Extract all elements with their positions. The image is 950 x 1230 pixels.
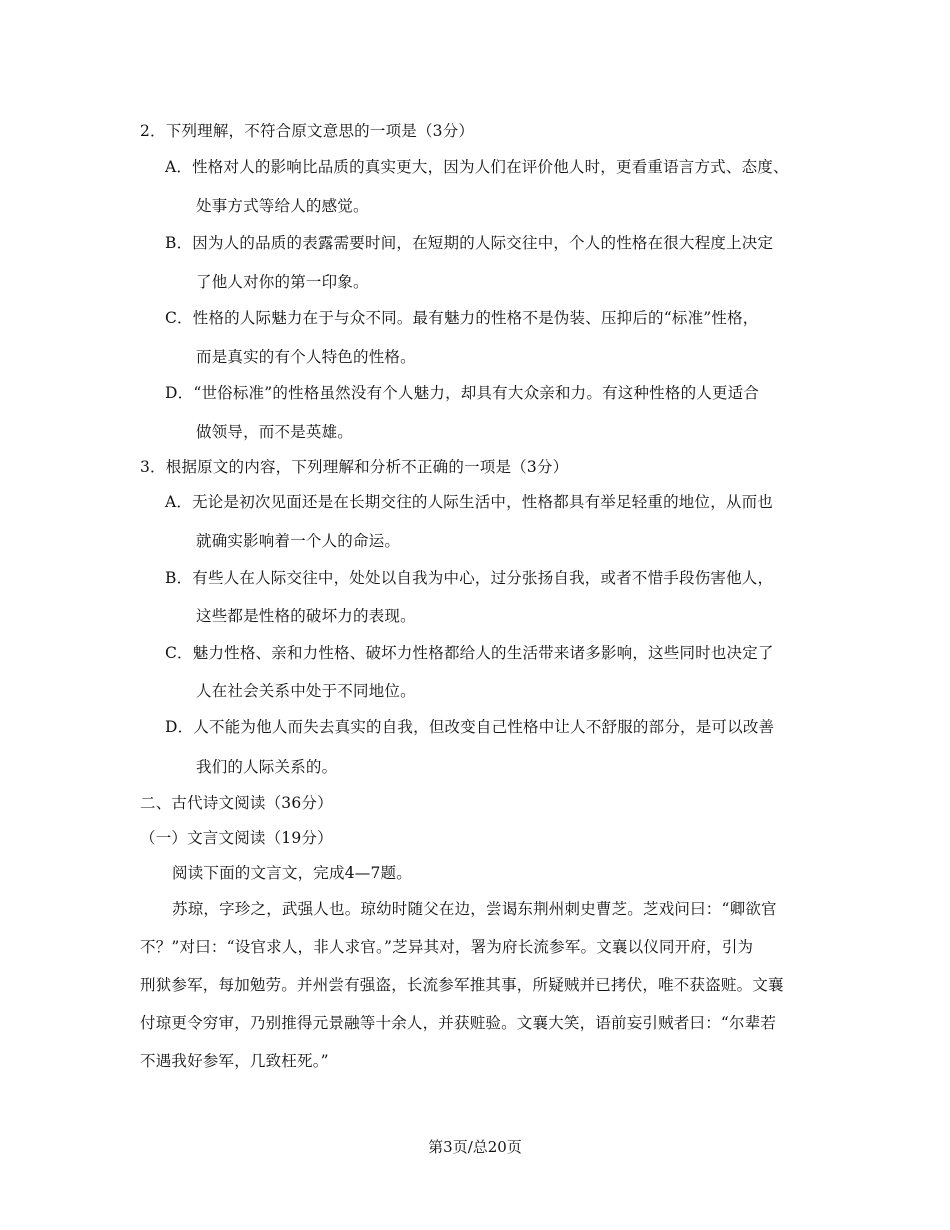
passage-line: 不？”对曰：“设官求人，非人求官。”芝异其对，署为府长流参军。文襄以仪同开府，引为	[140, 938, 754, 956]
question-2-option-b-line-2: 了他人对你的第一印象。	[196, 273, 369, 291]
question-2-option-b-line-1: B．因为人的品质的表露需要时间，在短期的人际交往中，个人的性格在很大程度上决定	[165, 234, 774, 252]
passage-line: 刑狱参军，每加勉劳。并州尝有强盗，长流参军推其事，所疑贼并已拷伏，唯不获盗赃。文襄	[140, 976, 784, 994]
passage-line: 不遇我好参军，几致枉死。”	[140, 1052, 329, 1070]
question-2-option-a-line-1: A．性格对人的影响比品质的真实更大，因为人们在评价他人时，更看重语言方式、态度、	[165, 158, 789, 176]
page-number: 第3页/总20页	[428, 1138, 522, 1156]
question-3-option-c-line-2: 人在社会关系中处于不同地位。	[196, 682, 416, 700]
question-3-option-d-line-1: D．人不能为他人而失去真实的自我，但改变自己性格中让人不舒服的部分，是可以改善	[165, 718, 775, 736]
section-2-title: 二、古代诗文阅读（36分）	[140, 794, 333, 812]
passage-line: 苏琼，字珍之，武强人也。琼幼时随父在边，尝谒东荆州刺史曹芝。芝戏问曰：“卿欲官	[172, 900, 777, 918]
question-3-option-b-line-2: 这些都是性格的破坏力的表现。	[196, 607, 416, 625]
question-2-option-d-line-2: 做领导，而不是英雄。	[196, 423, 354, 441]
question-3-option-d-line-2: 我们的人际关系的。	[196, 758, 338, 776]
question-2-option-c-line-1: C．性格的人际魅力在于与众不同。最有魅力的性格不是伪装、压抑后的“标准”性格，	[165, 309, 759, 327]
subsection-title: （一）文言文阅读（19分）	[140, 829, 333, 847]
question-2-stem: 2．下列理解，不符合原文意思的一项是（3分）	[140, 122, 475, 140]
question-3-option-c-line-1: C．魅力性格、亲和力性格、破坏力性格都给人的生活带来诸多影响，这些同时也决定了	[165, 644, 774, 662]
question-3-option-a-line-2: 就确实影响着一个人的命运。	[196, 532, 401, 550]
question-2-option-c-line-2: 而是真实的有个人特色的性格。	[196, 348, 416, 366]
question-3-option-a-line-1: A．无论是初次见面还是在长期交往的人际生活中，性格都具有举足轻重的地位，从而也	[165, 493, 773, 511]
question-3-option-b-line-1: B．有些人在人际交往中，处处以自我为中心，过分张扬自我，或者不惜手段伤害他人，	[165, 569, 774, 587]
question-2-option-a-line-2: 处事方式等给人的感觉。	[196, 197, 369, 215]
question-2-option-d-line-1: D．“世俗标准”的性格虽然没有个人魅力，却具有大众亲和力。有这种性格的人更适合	[165, 384, 760, 402]
reading-instruction: 阅读下面的文言文，完成4—7题。	[172, 864, 412, 882]
question-3-stem: 3．根据原文的内容，下列理解和分析不正确的一项是（3分）	[140, 458, 569, 476]
passage-line: 付琼更令穷审，乃别推得元景融等十余人，并获赃验。文襄大笑，语前妄引贼者曰：“尔辈若	[140, 1014, 777, 1032]
